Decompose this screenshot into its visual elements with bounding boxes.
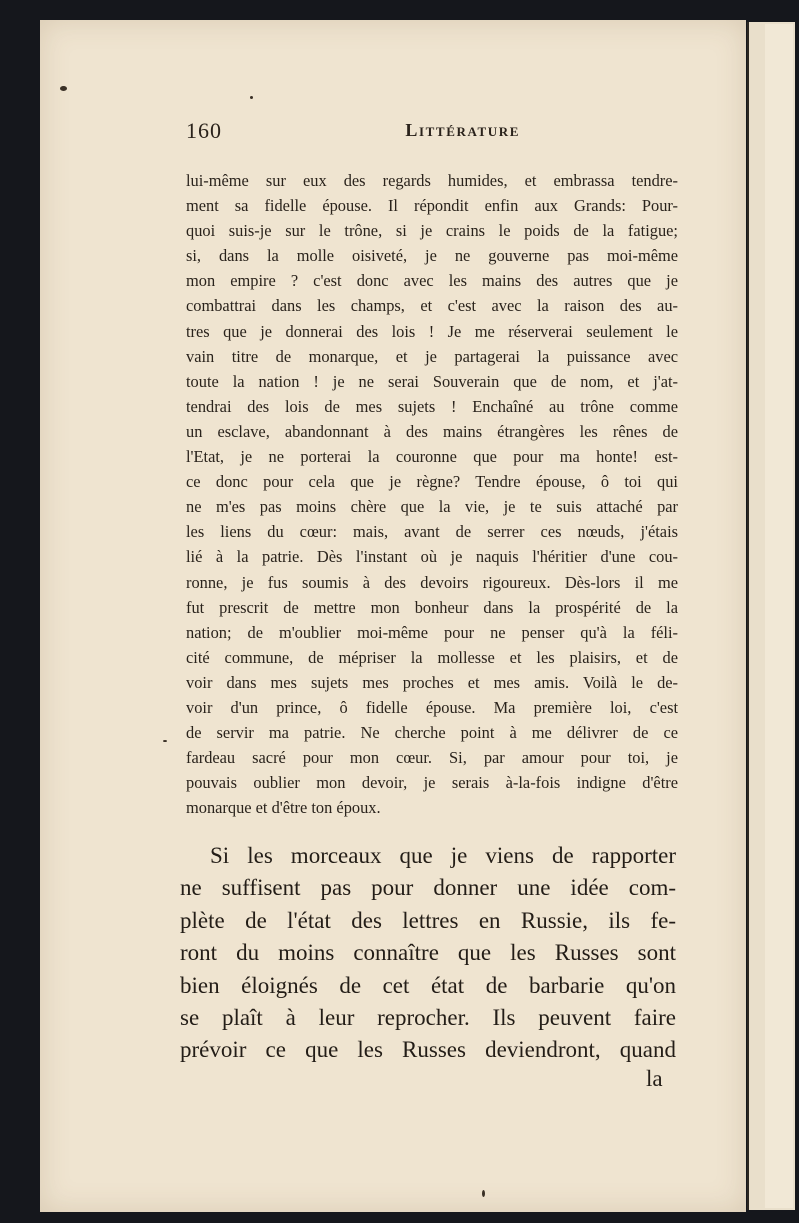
quote-line: fardeau sacré pour mon cœur. Si, par amour pour toi, je <box>186 748 678 768</box>
body-line: ront du moins connaître que les Russes sont <box>180 940 676 966</box>
quote-line: vain titre de monarque, et je partagerai la puissance avec <box>186 346 678 366</box>
next-page-edge-paper <box>765 24 793 1208</box>
body-line: Si les morceaux que je viens de rapporter <box>210 843 676 868</box>
body-line: se plaît à leur reprocher. Ils peuvent faire <box>180 1004 676 1030</box>
paper-speck <box>482 1190 485 1197</box>
body-line: plète de l'état des lettres en Russie, ils fe- <box>180 907 676 933</box>
quote-line: fut prescrit de mettre mon bonheur dans la prospérité de la <box>186 597 678 617</box>
quote-line: ce donc pour cela que je règne? Tendre épouse, ô toi qui <box>186 472 678 492</box>
quoted-speech-block <box>186 168 678 820</box>
body-line: ne suffisent pas pour donner une idée com- <box>180 875 676 901</box>
body-line: bien éloignés de cet état de barbarie qu'on <box>180 972 676 998</box>
quote-line: tres que je donnerai des lois ! Je me réserverai seulement le <box>186 321 678 341</box>
catchword: la <box>646 1066 663 1091</box>
paper-speck <box>163 740 167 742</box>
quote-line: un esclave, abandonnant à des mains étrangères les rênes de <box>186 421 678 441</box>
quote-line: ne m'es pas moins chère que la vie, je te suis attaché par <box>186 497 678 517</box>
quote-line: tendrai des lois de mes sujets ! Enchaîné au trône comme <box>186 396 678 416</box>
quote-line: lui-même sur eux des regards humides, et embrassa tendre- <box>186 171 678 190</box>
quote-line: pouvais oublier mon devoir, je serais à-la-fois indigne d'être <box>186 773 678 793</box>
quote-line: cité commune, de mépriser la mollesse et les plaisirs, et de <box>186 647 678 667</box>
quote-line: les liens du cœur: mais, avant de serrer ces nœuds, j'étais <box>186 522 678 542</box>
quote-line: monarque et d'être ton époux. <box>186 798 381 818</box>
paper-speck <box>250 96 253 99</box>
quote-line: nation; de m'oublier moi-même pour ne penser qu'à la féli- <box>186 622 678 642</box>
quote-line: ronne, je fus soumis à des devoirs rigoureux. Dès-lors il me <box>186 572 678 592</box>
body-paragraph <box>180 840 676 1067</box>
page-header <box>186 118 520 144</box>
page-number: 160 <box>186 118 222 143</box>
paper-speck <box>60 86 67 91</box>
quote-line: l'Etat, je ne porterai la couronne que pour ma honte! est- <box>186 447 678 467</box>
quote-line: mon empire ? c'est donc avec les mains des autres que je <box>186 271 678 291</box>
quote-line: lié à la patrie. Dès l'instant où je naquis l'héritier d'une cou- <box>186 547 678 567</box>
quote-line: ment sa fidelle épouse. Il répondit enfin aux Grands: Pour- <box>186 196 678 216</box>
quote-line: voir dans mes sujets mes proches et mes amis. Voilà le de- <box>186 672 678 692</box>
quote-line: combattrai dans les champs, et c'est avec la raison des au- <box>186 296 678 316</box>
body-line: prévoir ce que les Russes deviendront, quand <box>180 1037 676 1063</box>
quote-line: quoi suis-je sur le trône, si je crains le poids de la fatigue; <box>186 221 678 241</box>
quote-line: toute la nation ! je ne serai Souverain que de nom, et j'at- <box>186 371 678 391</box>
quote-line: voir d'un prince, ô fidelle épouse. Ma première loi, c'est <box>186 697 678 717</box>
quote-line: si, dans la molle oisiveté, je ne gouverne pas moi-même <box>186 246 678 266</box>
running-title: Littérature <box>405 120 520 140</box>
quote-line: de servir ma patrie. Ne cherche point à me délivrer de ce <box>186 723 678 743</box>
